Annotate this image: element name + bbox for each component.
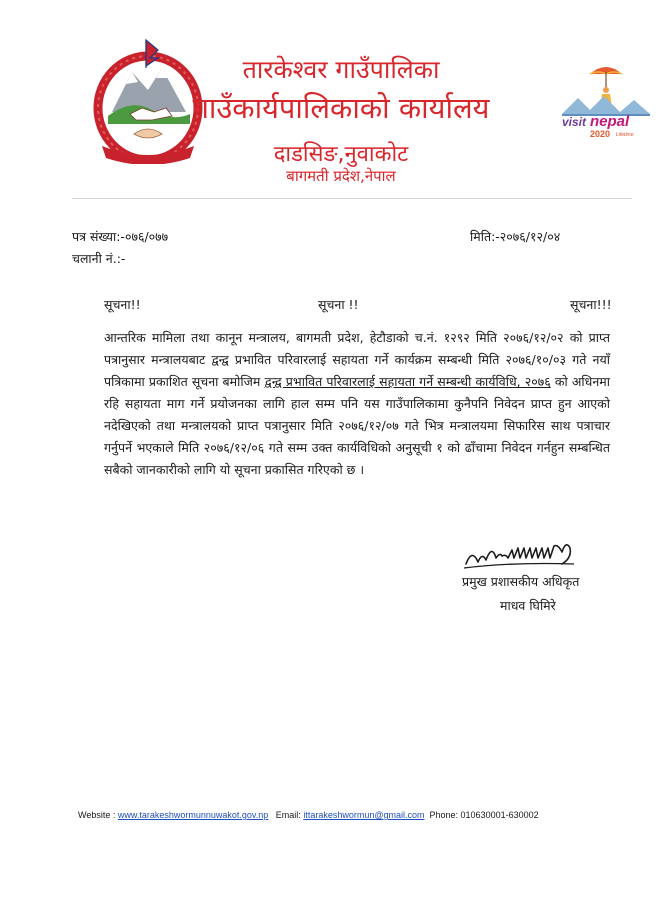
letter-number: पत्र संख्या:-०७६/०७७: [72, 229, 169, 244]
footer-contact: [78, 810, 539, 820]
svg-text:Lifetime: Lifetime: [616, 132, 634, 138]
notice-heading-center: सूचना !!: [318, 297, 359, 312]
procedure-title: द्वन्द्व प्रभावित परिवारलाई सहायता गर्ने सम्बन्धी कार्यविधि, २०७६: [264, 374, 551, 389]
website-link[interactable]: www.tarakeshwormunnuwakot.gov.np: [117, 810, 269, 820]
office-location: दाडसिङ,नुवाकोट: [273, 142, 409, 167]
phone-number: Phone: 010630001-630002: [429, 810, 539, 820]
svg-text:nepal: nepal: [590, 113, 630, 130]
notice-heading-right: सूचना!!!: [570, 297, 612, 312]
website-label: Website :: [78, 810, 118, 820]
municipality-name: तारकेश्वर गाउँपालिका: [242, 55, 440, 84]
office-name: गाउँकार्यपालिकाको कार्यालय: [192, 91, 490, 125]
handwritten-signature-icon: [462, 534, 582, 572]
dispatch-number: चलानी नं.:-: [72, 251, 126, 266]
notice-body-part2: को अधिनमा रहि सहायता माग गर्ने प्रयोजनका लागि हाल सम्म पनि यस गाउँपालिकामा कुनैपनि निवेदन प्राप्त हुन आएको नदेखिएको तथा मन्त्रालयको प्राप्त पत्रानुसार मिति २०७६/१२/०७ गते भित्र मन्त्रालयमा सिफारिस साथ पत्राचार गर्नुपर्ने भएकाले मिति २०७६/१२/०६ गते सम्म उक्त कार्यविधिको अनुसूची १ को ढाँचामा निवेदन गर्नहुन सम्बन्धित सबैको जानकारीको लागि यो सूचना प्रकासित गरिएको छ ।: [104, 374, 610, 477]
header-divider: [72, 198, 632, 199]
letter-date: मिति:-२०७६/१२/०४: [470, 229, 561, 244]
svg-text:visit: visit: [562, 115, 587, 129]
email-link[interactable]: ittarakeshwormun@gmail.com: [303, 810, 425, 820]
svg-text:2020: 2020: [590, 129, 611, 139]
notice-heading-left: सूचना!!: [104, 297, 141, 312]
signatory-title: प्रमुख प्रशासकीय अधिकृत: [462, 574, 580, 589]
notice-body: [104, 327, 610, 481]
signatory-name: माधव घिमिरे: [500, 598, 556, 613]
province-country: बागमती प्रदेश,नेपाल: [286, 167, 396, 185]
email-label: Email:: [275, 810, 304, 820]
notice-body-part1: आन्तरिक मामिला तथा कानून मन्त्रालय, बागमती प्रदेश, हेटौडाको च.नं. १२९२ मिति २०७६/१२/०२ को प्राप्त पत्रानुसार मन्त्रालयबाट द्वन्द्व प्रभावित परिवारलाई सहायता गर्ने कार्यक्रम सम्बन्धी मिति २०७६/१०/०३ गते नयाँ पत्रिकामा प्रकाशित सूचना बमोजिम: [104, 330, 610, 389]
